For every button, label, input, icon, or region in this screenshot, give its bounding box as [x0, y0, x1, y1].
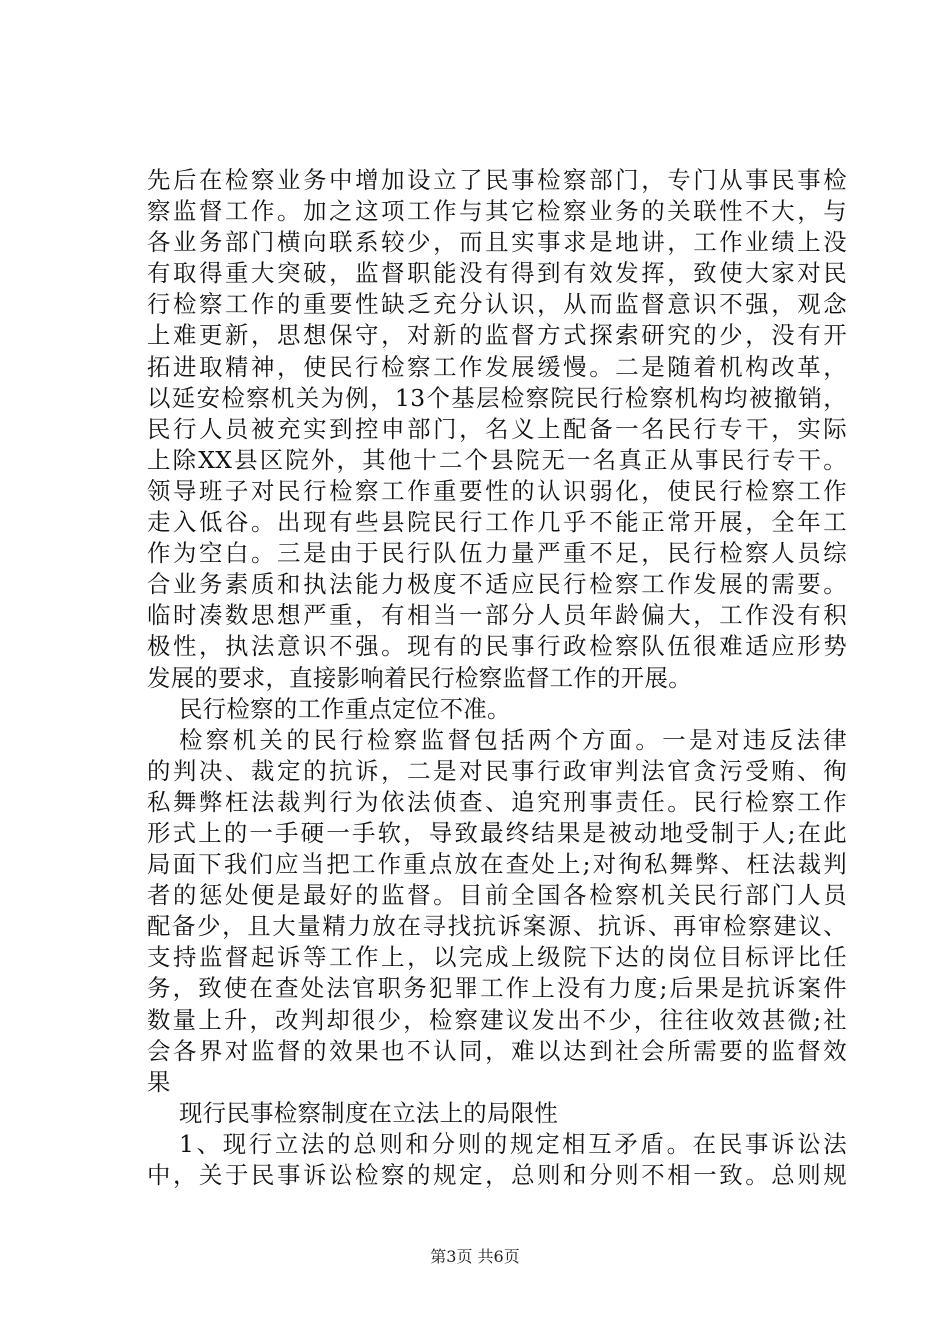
text-line: 领导班子对民行检察工作重要性的认识弱化，使民行检察工作 — [147, 476, 847, 505]
text-line: 果 — [147, 1067, 171, 1096]
text-line: 配备少，且大量精力放在寻找抗诉案源、抗诉、再审检察建议、 — [147, 912, 847, 941]
text-line: 合业务素质和执法能力极度不适应民行检察工作发展的需要。 — [147, 570, 847, 599]
text-line: 察监督工作。加之这项工作与其它检察业务的关联性不大，与 — [147, 197, 847, 226]
text-line: 以延安检察机关为例，13个基层检察院民行检察机构均被撤销， — [147, 383, 847, 412]
text-line: 先后在检察业务中增加设立了民事检察部门，专门从事民事检 — [147, 166, 847, 194]
text-line: 有取得重大突破，监督职能没有得到有效发挥，致使大家对民 — [147, 259, 847, 288]
text-line: 作为空白。三是由于民行队伍力量严重不足，民行检察人员综 — [147, 539, 847, 568]
section-heading: 现行民事检察制度在立法上的局限性 — [179, 1098, 559, 1127]
text-line: 检察机关的民行检察监督包括两个方面。一是对违反法律 — [179, 725, 847, 754]
section-heading: 民行检察的工作重点定位不准。 — [179, 694, 511, 723]
text-line: 拓进取精神，使民行检察工作发展缓慢。二是随着机构改革， — [147, 352, 847, 381]
text-line: 民行人员被充实到控申部门，名义上配备一名民行专干，实际 — [147, 414, 847, 443]
text-line: 上难更新，思想保守，对新的监督方式探索研究的少，没有开 — [147, 321, 847, 350]
text-line: 形式上的一手硬一手软，导致最终结果是被动地受制于人;在此 — [147, 818, 847, 847]
text-line: 行检察工作的重要性缺乏充分认识，从而监督意识不强，观念 — [147, 290, 847, 319]
text-line: 者的惩处便是最好的监督。目前全国各检察机关民行部门人员 — [147, 881, 847, 910]
text-line: 的判决、裁定的抗诉，二是对民事行政审判法官贪污受贿、徇 — [147, 756, 847, 785]
text-line: 私舞弊枉法裁判行为依法侦查、追究刑事责任。民行检察工作 — [147, 787, 847, 816]
text-line: 中，关于民事诉讼检察的规定，总则和分则不相一致。总则规 — [147, 1161, 847, 1189]
text-line: 发展的要求，直接影响着民行检察监督工作的开展。 — [147, 663, 692, 692]
text-line: 各业务部门横向联系较少，而且实事求是地讲，工作业绩上没 — [147, 228, 847, 257]
text-line: 极性，执法意识不强。现有的民事行政检察队伍很难适应形势 — [147, 632, 847, 661]
body-text — [147, 165, 847, 1191]
text-line: 局面下我们应当把工作重点放在查处上;对徇私舞弊、枉法裁判 — [147, 850, 847, 879]
text-line: 务，致使在查处法官职务犯罪工作上没有力度;后果是抗诉案件 — [147, 974, 847, 1003]
text-line: 数量上升，改判却很少，检察建议发出不少，往往收效甚微;社 — [147, 1005, 847, 1034]
page-number-footer: 第3页 共6页 — [430, 1247, 520, 1266]
text-line: 上除XX县区院外，其他十二个县院无一名真正从事民行专干。 — [147, 445, 847, 474]
text-line: 会各界对监督的效果也不认同，难以达到社会所需要的监督效 — [147, 1036, 847, 1065]
text-line: 支持监督起诉等工作上，以完成上级院下达的岗位目标评比任 — [147, 943, 847, 972]
text-line: 走入低谷。出现有些县院民行工作几乎不能正常开展，全年工 — [147, 508, 847, 537]
text-line: 1、现行立法的总则和分则的规定相互矛盾。在民事诉讼法 — [179, 1129, 847, 1158]
text-line: 临时凑数思想严重，有相当一部分人员年龄偏大，工作没有积 — [147, 601, 847, 630]
